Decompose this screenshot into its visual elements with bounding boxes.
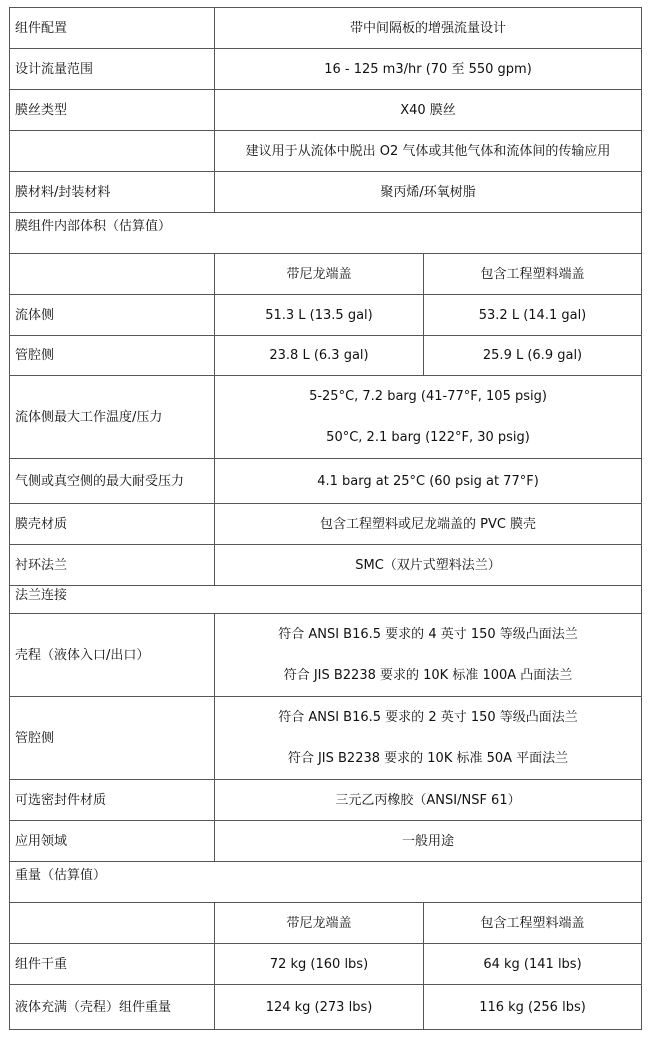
- table-row-max-temp-pressure: [10, 376, 642, 459]
- cell-nylon: 23.8 L (6.3 gal): [215, 336, 424, 376]
- row-label: 管腔侧: [10, 697, 215, 780]
- table-row-seal-material: [10, 780, 642, 821]
- value-line-1: 符合 ANSI B16.5 要求的 4 英寸 150 等级凸面法兰: [278, 627, 578, 642]
- row-value: 16 - 125 m3/hr (70 至 550 gpm): [215, 49, 642, 90]
- table-row-weight-header: [10, 903, 642, 944]
- table-row-gas-side-pressure: [10, 459, 642, 504]
- column-header-nylon: 带尼龙端盖: [215, 254, 424, 295]
- table-row-flange-shell: [10, 614, 642, 697]
- column-header-plastic: 包含工程塑料端盖: [424, 903, 642, 944]
- table-row-flow-range: [10, 49, 642, 90]
- table-row-weight-dry: [10, 944, 642, 985]
- row-label: 液体充满（壳程）组件重量: [10, 985, 215, 1030]
- row-label: 膜壳材质: [10, 504, 215, 545]
- row-value: 一般用途: [215, 821, 642, 862]
- row-label: 应用领域: [10, 821, 215, 862]
- cell-plastic: 116 kg (256 lbs): [424, 985, 642, 1030]
- cell-nylon: 124 kg (273 lbs): [215, 985, 424, 1030]
- cell-plastic: 64 kg (141 lbs): [424, 944, 642, 985]
- table-row-fiber-note: [10, 131, 642, 172]
- table-row-internal-volume-section: [10, 213, 642, 254]
- row-label: 设计流量范围: [10, 49, 215, 90]
- row-value: 4.1 barg at 25°C (60 psig at 77°F): [215, 459, 642, 504]
- value-line-2: 符合 JIS B2238 要求的 10K 标准 100A 凸面法兰: [283, 668, 573, 683]
- row-value: 包含工程塑料或尼龙端盖的 PVC 膜壳: [215, 504, 642, 545]
- row-value: X40 膜丝: [215, 90, 642, 131]
- table-row-application: [10, 821, 642, 862]
- value-line-2: 符合 JIS B2238 要求的 10K 标准 50A 平面法兰: [287, 751, 569, 766]
- column-header-plastic: 包含工程塑料端盖: [424, 254, 642, 295]
- row-value: 带中间隔板的增强流量设计: [215, 8, 642, 49]
- row-label-empty: [10, 903, 215, 944]
- row-label: 衬环法兰: [10, 545, 215, 586]
- table-row-volume-lumen: [10, 336, 642, 376]
- row-label: 组件配置: [10, 8, 215, 49]
- row-label: 膜丝类型: [10, 90, 215, 131]
- row-value: 聚丙烯/环氧树脂: [215, 172, 642, 213]
- value-line-1: 5-25°C, 7.2 barg (41-77°F, 105 psig): [309, 389, 547, 404]
- spec-table: [9, 7, 642, 1030]
- row-label: 气侧或真空侧的最大耐受压力: [10, 459, 215, 504]
- cell-nylon: 72 kg (160 lbs): [215, 944, 424, 985]
- table-row-materials: [10, 172, 642, 213]
- row-label: 流体侧最大工作温度/压力: [10, 376, 215, 459]
- table-row-weight-section: [10, 862, 642, 903]
- section-heading: 膜组件内部体积（估算值）: [10, 213, 642, 254]
- row-label: 流体侧: [10, 295, 215, 336]
- section-heading: 法兰连接: [10, 586, 642, 614]
- table-row-flange-lumen: [10, 697, 642, 780]
- row-value: [215, 614, 642, 697]
- row-label-empty: [10, 131, 215, 172]
- row-value: 三元乙丙橡胶（ANSI/NSF 61）: [215, 780, 642, 821]
- table-row-volume-header: [10, 254, 642, 295]
- row-label-empty: [10, 254, 215, 295]
- value-line-2: 50°C, 2.1 barg (122°F, 30 psig): [326, 430, 530, 445]
- row-value: [215, 697, 642, 780]
- row-value: [215, 376, 642, 459]
- table-row-flange-liner: [10, 545, 642, 586]
- row-label: 管腔侧: [10, 336, 215, 376]
- cell-plastic: 53.2 L (14.1 gal): [424, 295, 642, 336]
- cell-plastic: 25.9 L (6.9 gal): [424, 336, 642, 376]
- row-value: SMC（双片式塑料法兰）: [215, 545, 642, 586]
- row-label: 膜材料/封装材料: [10, 172, 215, 213]
- row-label: 壳程（液体入口/出口）: [10, 614, 215, 697]
- value-line-1: 符合 ANSI B16.5 要求的 2 英寸 150 等级凸面法兰: [278, 710, 578, 725]
- table-row-fiber-type: [10, 90, 642, 131]
- cell-nylon: 51.3 L (13.5 gal): [215, 295, 424, 336]
- row-label: 组件干重: [10, 944, 215, 985]
- table-row-component-config: [10, 8, 642, 49]
- table-row-flange-section: [10, 586, 642, 614]
- row-label: 可选密封件材质: [10, 780, 215, 821]
- row-value: 建议用于从流体中脱出 O2 气体或其他气体和流体间的传输应用: [215, 131, 642, 172]
- table-row-housing: [10, 504, 642, 545]
- column-header-nylon: 带尼龙端盖: [215, 903, 424, 944]
- table-row-weight-full: [10, 985, 642, 1030]
- section-heading: 重量（估算值）: [10, 862, 642, 903]
- table-row-volume-shell: [10, 295, 642, 336]
